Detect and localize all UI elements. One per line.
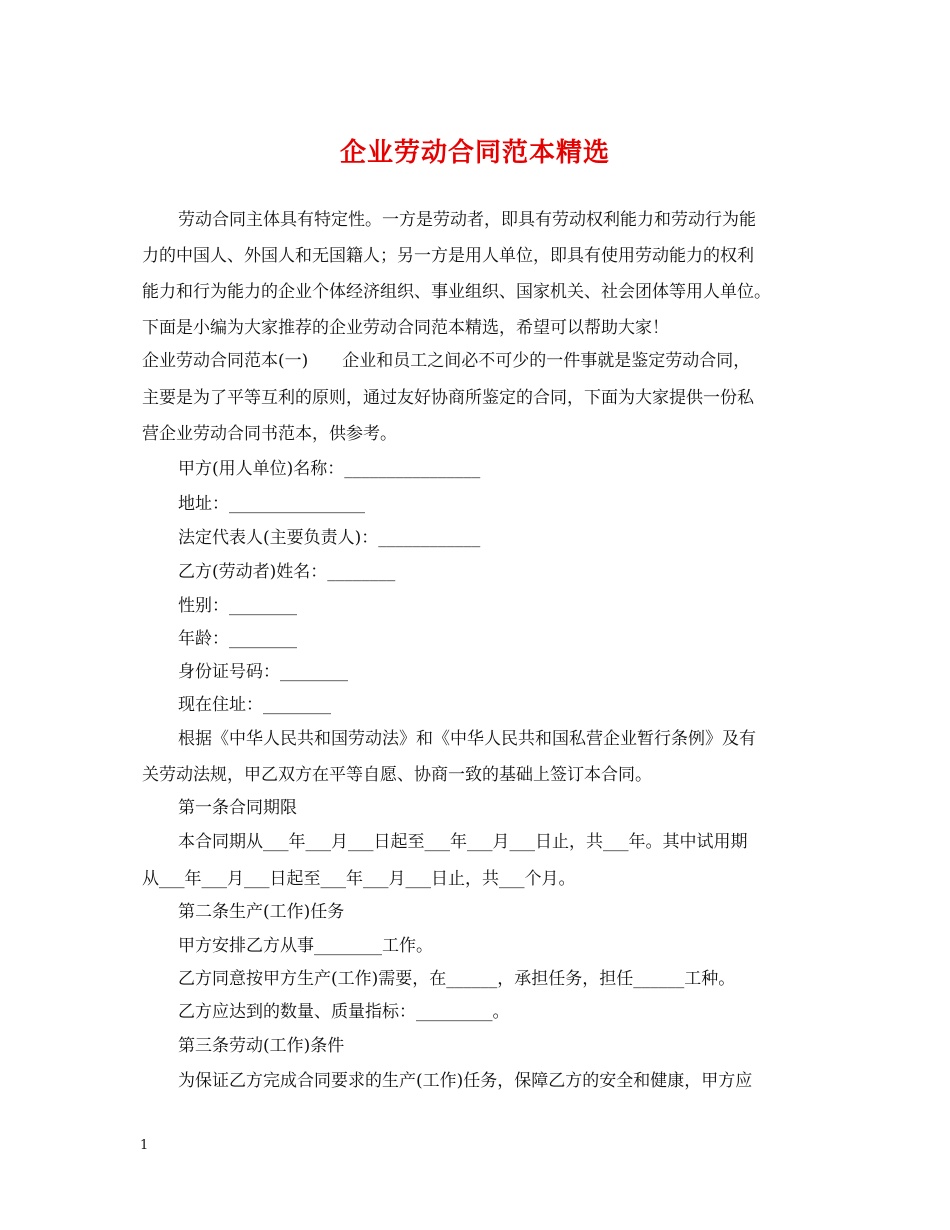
body-line: 从___年___月___日起至___年___月___日止，共___个月。 [142, 869, 576, 889]
form-field-line: 法定代表人(主要负责人)：____________ [178, 528, 481, 548]
form-field-line: 现在住址：________ [178, 695, 331, 715]
body-line: 甲方安排乙方从事________工作。 [178, 936, 433, 956]
body-line: 为保证乙方完成合同要求的生产(工作)任务，保障乙方的安全和健康，甲方应 [178, 1071, 753, 1091]
body-line: 下面是小编为大家推荐的企业劳动合同范本精选，希望可以帮助大家！ [142, 318, 669, 338]
section-heading: 第一条合同期限 [178, 798, 297, 818]
body-line: 关劳动法规，甲乙双方在平等自愿、协商一致的基础上签订本合同。 [142, 765, 652, 785]
form-field-line: 地址：________________ [178, 494, 365, 514]
form-field-line: 身份证号码：________ [178, 662, 348, 682]
body-line: 能力和行为能力的企业个体经济组织、事业组织、国家机关、社会团体等用人单位。 [142, 282, 771, 302]
form-field-line: 甲方(用人单位)名称：________________ [178, 459, 481, 479]
body-line: 根据《中华人民共和国劳动法》和《中华人民共和国私营企业暂行条例》及有 [178, 729, 756, 749]
form-field-line: 乙方(劳动者)姓名：________ [178, 562, 396, 582]
form-field-line: 年龄：________ [178, 629, 297, 649]
section-heading: 第三条劳动(工作)条件 [178, 1036, 345, 1056]
body-line: 营企业劳动合同书范本，供参考。 [142, 424, 397, 444]
body-line: 乙方同意按甲方生产(工作)需要，在______，承担任务，担任______工种。 [178, 969, 736, 989]
form-field-line: 性别：________ [178, 596, 297, 616]
body-line: 本合同期从___年___月___日起至___年___月___日止，共___年。其中试用期 [178, 832, 748, 852]
page-number: 1 [140, 1138, 149, 1153]
body-line: 力的中国人、外国人和无国籍人；另一方是用人单位，即具有使用劳动能力的权利 [142, 246, 754, 266]
page-title: 企业劳动合同范本精选 [339, 138, 610, 168]
body-line: 劳动合同主体具有特定性。一方是劳动者，即具有劳动权利能力和劳动行为能 [178, 210, 756, 230]
body-line: 主要是为了平等互利的原则，通过友好协商所鉴定的合同，下面为大家提供一份私 [142, 388, 754, 408]
body-line: 企业劳动合同范本(一) 企业和员工之间必不可少的一件事就是鉴定劳动合同， [142, 351, 751, 371]
section-heading: 第二条生产(工作)任务 [178, 902, 345, 922]
body-line: 乙方应达到的数量、质量指标：_________。 [178, 1002, 510, 1022]
